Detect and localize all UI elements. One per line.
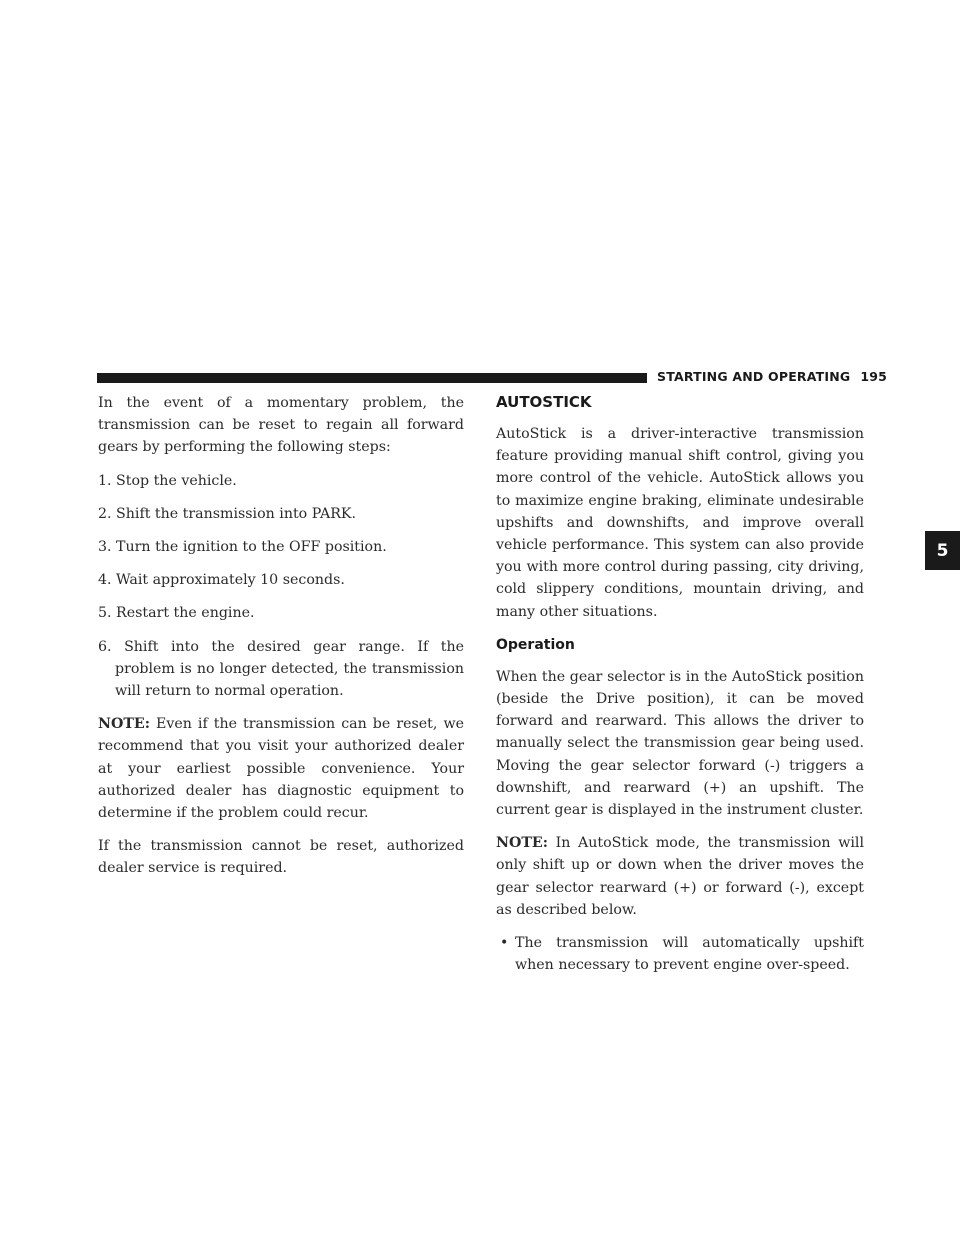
- note-label: NOTE:: [496, 835, 548, 852]
- step-item: 6. Shift into the desired gear range. If the problem is no longer detected, the transmission will return to normal operation.: [98, 638, 464, 700]
- right-column: [496, 392, 864, 976]
- autostick-intro: AutoStick is a driver-interactive transmission feature providing manual shift control, giving you more control of the vehicle. AutoStick allows you to maximize engine braking, eliminate undesirable upshifts and downshifts, and improve overall vehicle performance. This system can also provide you with more control during passing, city driving, cold slippery conditions, mountain driving, and many other situations.: [496, 426, 864, 620]
- operation-paragraph: When the gear selector is in the AutoStick position (beside the Drive position), it can be moved forward and rearward. This allows the driver to manually select the transmission gear being used. Moving the gear selector forward (-) triggers a downshift, and rearward (+) an upshift. The current gear is displayed in the instrument cluster.: [496, 668, 864, 819]
- step-item: 3. Turn the ignition to the OFF position.: [98, 539, 387, 556]
- chapter-tab: 5: [925, 531, 960, 570]
- bullet-text: The transmission will automatically upshift when necessary to prevent engine over-speed.: [515, 935, 864, 974]
- note-paragraph: [98, 713, 464, 824]
- page-number: 195: [860, 369, 888, 384]
- header-rule: [97, 373, 647, 383]
- left-column: [98, 392, 464, 891]
- intro-paragraph: In the event of a momentary problem, the transmission can be reset to regain all forward gears by performing the following steps:: [98, 395, 464, 456]
- step-item: 2. Shift the transmission into PARK.: [98, 505, 356, 522]
- note-text: Even if the transmission can be reset, we recommend that you visit your authorized dealer at your earliest possible convenience. Your authorized dealer has diagnostic equipment to determine if the problem could recur.: [98, 716, 464, 822]
- bullet-item: [496, 932, 864, 976]
- step-item: 4. Wait approximately 10 seconds.: [98, 572, 345, 589]
- closing-paragraph: If the transmission cannot be reset, authorized dealer service is required.: [98, 838, 464, 877]
- note-text: In AutoStick mode, the transmission will only shift up or down when the driver moves the gear selector rearward (+) or forward (-), except as described below.: [496, 835, 864, 918]
- subheading: Operation: [496, 636, 575, 653]
- section-heading: AUTOSTICK: [496, 393, 592, 411]
- section-title: STARTING AND OPERATING: [657, 369, 851, 384]
- step-item: 5. Restart the engine.: [98, 605, 255, 622]
- running-head: [657, 369, 887, 384]
- note-label: NOTE:: [98, 716, 150, 733]
- step-item: 1. Stop the vehicle.: [98, 472, 237, 489]
- bullet-icon: •: [500, 935, 509, 952]
- note-paragraph: [496, 832, 864, 921]
